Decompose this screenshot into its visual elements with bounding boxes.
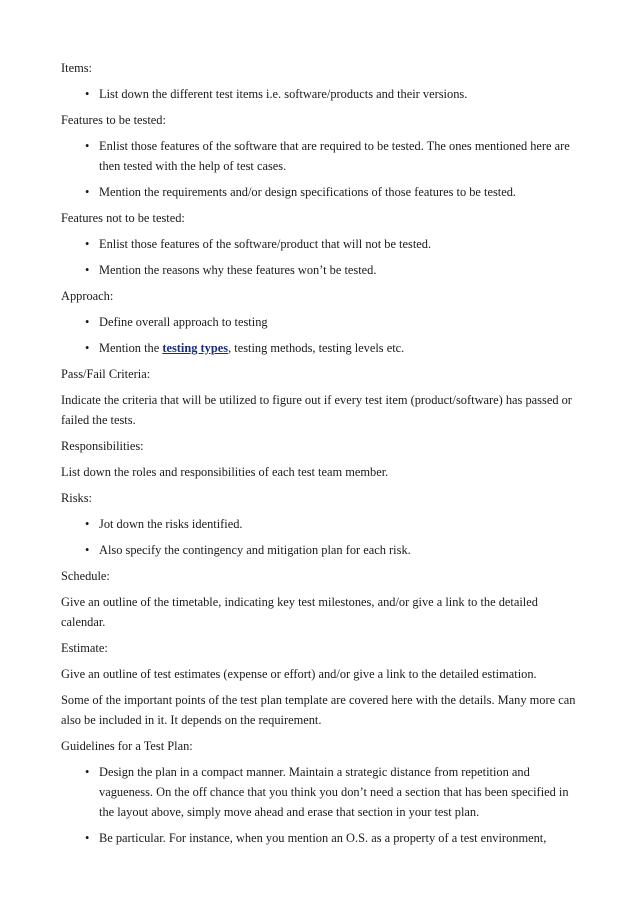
list-item-text: Design the plan in a compact manner. Maintain a strategic distance from repetition and vagueness. On the off chance that you think you don’t need a section that has been specified in the layout above, simply move ahead and erase that section in your test plan. [99,765,569,819]
testing-types-link[interactable]: testing types [162,341,229,355]
list-item [61,514,583,534]
section-heading-responsibilities: Responsibilities: [61,439,144,453]
section-heading-features-not-to-be-tested: Features not to be tested: [61,211,185,225]
bullet-icon: • [85,263,90,277]
bullet-icon: • [85,543,90,557]
section-heading-approach: Approach: [61,289,114,303]
section-heading-risks: Risks: [61,491,92,505]
bullet-list [61,762,583,848]
list-item-text: Mention the [99,341,163,355]
section-heading-schedule: Schedule: [61,569,110,583]
list-item-text: Enlist those features of the software/product that will not be tested. [99,237,432,251]
list-item-text: Enlist those features of the software that are required to be tested. The ones mentioned here are then tested with the help of test cases. [99,139,570,173]
bullet-icon: • [85,139,90,153]
bullet-icon: • [85,87,90,101]
list-item-text: Also specify the contingency and mitigation plan for each risk. [99,543,411,557]
paragraph: Indicate the criteria that will be utilized to figure out if every test item (product/software) has passed or failed the tests. [61,393,572,427]
bullet-list [61,234,583,280]
paragraph: List down the roles and responsibilities of each test team member. [61,465,389,479]
list-item-text: Mention the reasons why these features won’t be tested. [99,263,377,277]
section-heading-pass-fail-criteria: Pass/Fail Criteria: [61,367,151,381]
section-heading-estimate: Estimate: [61,641,108,655]
bullet-icon: • [85,831,90,845]
list-item [61,828,583,848]
list-item [61,540,583,560]
paragraph: Give an outline of the timetable, indicating key test milestones, and/or give a link to the detailed calendar. [61,595,538,629]
list-item [61,260,583,280]
list-item-text: List down the different test items i.e. software/products and their versions. [99,87,468,101]
list-item [61,312,583,332]
list-item [61,136,583,176]
bullet-icon: • [85,237,90,251]
paragraph: Some of the important points of the test plan template are covered here with the details. Many more can also be included in it. It depends on the requirement. [61,693,576,727]
list-item-text: Mention the requirements and/or design specifications of those features to be tested. [99,185,517,199]
list-item [61,338,583,358]
list-item-text: Be particular. For instance, when you mention an O.S. as a property of a test environment, [99,831,547,845]
bullet-list [61,136,583,202]
bullet-icon: • [85,185,90,199]
list-item [61,84,583,104]
document-body [61,58,583,854]
bullet-list [61,84,583,104]
bullet-list [61,514,583,560]
paragraph: Give an outline of test estimates (expense or effort) and/or give a link to the detailed estimation. [61,667,537,681]
list-item-text: Jot down the risks identified. [99,517,243,531]
list-item [61,234,583,254]
section-heading-features-to-be-tested: Features to be tested: [61,113,166,127]
bullet-list [61,312,583,358]
bullet-icon: • [85,315,90,329]
list-item [61,182,583,202]
bullet-icon: • [85,341,90,355]
list-item-text: Define overall approach to testing [99,315,268,329]
list-item-text: , testing methods, testing levels etc. [228,341,405,355]
bullet-icon: • [85,517,90,531]
section-heading-guidelines-for-a-test-plan: Guidelines for a Test Plan: [61,739,193,753]
list-item [61,762,583,822]
bullet-icon: • [85,765,90,779]
section-heading-items: Items: [61,61,92,75]
